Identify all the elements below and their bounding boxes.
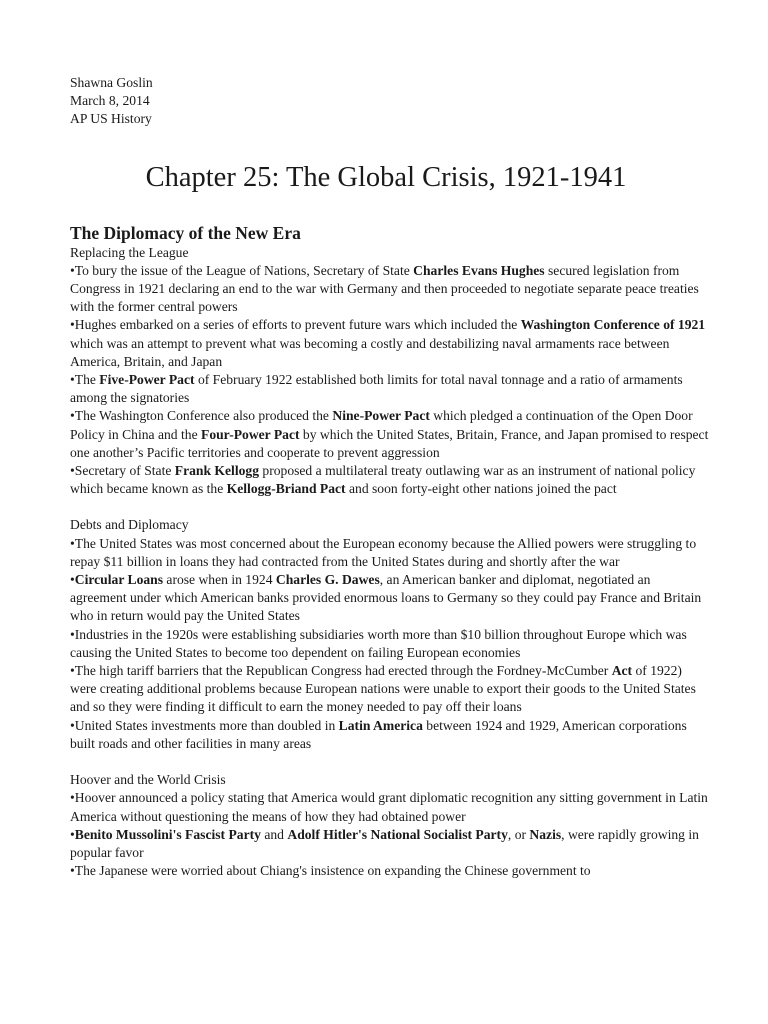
bullet-item: •United States investments more than doubled in Latin America between 1924 and 1929, American corporations built roads and other facilities in many areas: [70, 717, 687, 751]
bullet-item: •The United States was most concerned about the European economy because the Allied powers were struggling to repay $11 billion in loans they had contracted from the United States during and shortly after the war: [70, 535, 697, 569]
key-term: Benito Mussolini's Fascist Party: [74, 826, 261, 842]
chapter-title: Chapter 25: The Global Crisis, 1921-1941: [145, 161, 627, 193]
bullet-item: •The Washington Conference also produced the Nine-Power Pact which pledged a continuation of the Open Door Policy in China and the Four-Power Pact by which the United States, Britain, France, and Japan promised to respect one another’s Pacific territories and cooperate to prevent aggression: [70, 408, 709, 460]
key-term: Adolf Hitler's National Socialist Party: [287, 826, 508, 842]
key-term: Act: [611, 663, 633, 679]
bullet-item: •The high tariff barriers that the Republican Congress had erected through the Fordney-McCumber Act of 1922) were creating additional problems because European nations were unable to export their goods to the United States and so they were finding it difficult to earn the money needed to pay off their loans: [70, 663, 696, 715]
section-heading: The Diplomacy of the New Era: [70, 222, 301, 243]
document-header: [70, 74, 710, 129]
bullet-item: •Benito Mussolini's Fascist Party and Adolf Hitler's National Socialist Party, or Nazis, were rapidly growing in popular favor: [70, 826, 699, 860]
bullet-item: •The Japanese were worried about Chiang's insistence on expanding the Chinese government to: [70, 863, 591, 879]
key-term: Washington Conference of 1921: [520, 317, 706, 333]
bullet-item: •Secretary of State Frank Kellogg proposed a multilateral treaty outlawing war as an instrument of national policy which became known as the Kellogg-Briand Pact and soon forty-eight other nations joined the pact: [70, 463, 696, 497]
key-term: Charles G. Dawes: [275, 572, 380, 588]
subsection-title: Debts and Diplomacy: [70, 517, 189, 533]
document-page: [70, 74, 710, 880]
key-term: Nine-Power Pact: [332, 408, 430, 424]
key-term: Frank Kellogg: [174, 463, 259, 479]
key-term: Five-Power Pact: [99, 372, 195, 388]
document-date: March 8, 2014: [70, 93, 150, 109]
key-term: Nazis: [529, 826, 562, 842]
key-term: Latin America: [338, 717, 423, 733]
author-name: Shawna Goslin: [70, 75, 153, 90]
key-term: Circular Loans: [74, 572, 164, 588]
bullet-item: •To bury the issue of the League of Nations, Secretary of State Charles Evans Hughes secured legislation from Congress in 1921 declaring an end to the war with Germany and then proceeded to negotiate separate peace treaties with the former central powers: [70, 262, 699, 315]
key-term: Kellogg-Briand Pact: [226, 481, 346, 497]
bullet-item: •Hoover announced a policy stating that America would grant diplomatic recognition any sitting government in Latin America without questioning the means of how they had obtained power: [70, 790, 708, 824]
subsection-hoover-and-the-world-crisis: [70, 771, 710, 880]
subsection-replacing-the-league: [70, 244, 710, 499]
key-term: Four-Power Pact: [201, 426, 300, 442]
key-term: Charles Evans Hughes: [413, 262, 545, 278]
bullet-item: •Hughes embarked on a series of efforts to prevent future wars which included the Washington Conference of 1921 which was an attempt to prevent what was becoming a costly and destabilizing naval armaments race between America, Britain, and Japan: [70, 317, 706, 369]
bullet-item: •The Five-Power Pact of February 1922 established both limits for total naval tonnage and a ratio of armaments among the signatories: [70, 372, 683, 406]
subsection-title: Hoover and the World Crisis: [70, 772, 226, 788]
spacer: [70, 498, 710, 516]
subsection-title: Replacing the League: [70, 244, 189, 260]
course-name: AP US History: [70, 111, 152, 127]
subsection-debts-and-diplomacy: [70, 516, 710, 753]
spacer: [70, 753, 710, 771]
bullet-item: •Industries in the 1920s were establishing subsidiaries worth more than $10 billion throughout Europe which was causing the United States to become too dependent on failing European economies: [70, 626, 687, 660]
bullet-item: •Circular Loans arose when in 1924 Charles G. Dawes, an American banker and diplomat, negotiated an agreement under which American banks provided enormous loans to Germany so they could pay France and Britain who in return would pay the United States: [70, 572, 702, 624]
